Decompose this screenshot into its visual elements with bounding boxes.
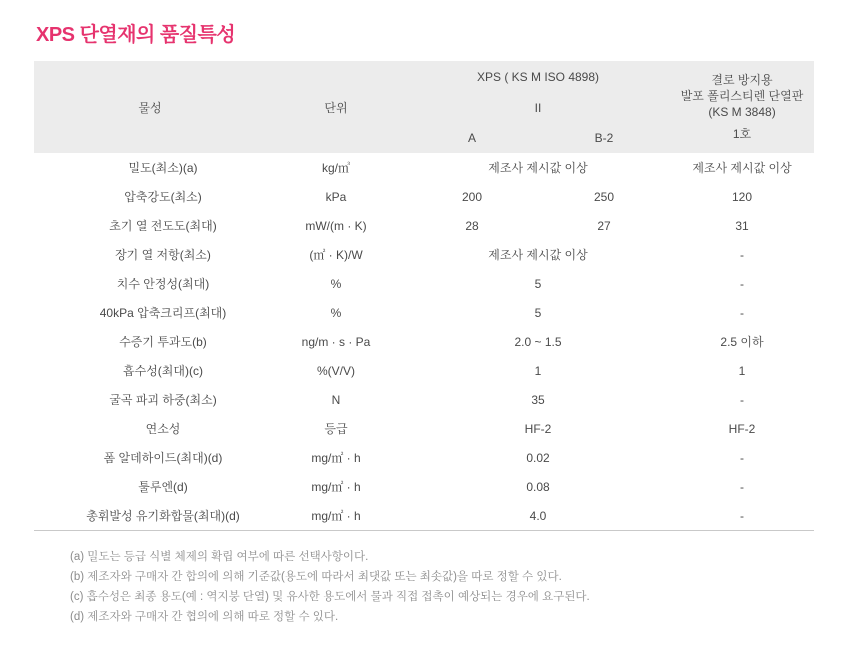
cell-value-eps: HF-2 [728, 421, 756, 436]
cell-unit: % [330, 305, 342, 320]
cell-value-xps: 35 [531, 392, 545, 407]
cell-value-xps: 1 [534, 363, 542, 378]
cell-value-eps: - [740, 392, 745, 407]
cell-value-xps: 2.0 ~ 1.5 [514, 334, 562, 349]
cell-value-eps: - [740, 247, 745, 262]
header-group-xps: XPS ( KS M ISO 4898) [406, 61, 670, 93]
header-col-b2: B-2 [538, 123, 670, 153]
cell-property: 굴곡 파괴 하중(최소) [109, 393, 217, 407]
cell-value-xps: 제조사 제시값 이상 [488, 161, 588, 175]
cell-value-eps: - [740, 479, 745, 494]
header-group-eps [670, 61, 814, 153]
cell-unit: kg/㎥ [321, 161, 350, 175]
cell-value-eps: - [740, 276, 745, 291]
cell-value-eps: 120 [732, 189, 753, 204]
cell-property: 툴루엔(d) [138, 480, 188, 494]
cell-value-eps: - [670, 501, 814, 531]
cell-value-eps: 제조사 제시값 이상 [692, 161, 792, 175]
cell-value-eps: 1 [738, 363, 746, 378]
cell-value-eps: - [740, 450, 745, 465]
cell-unit: N [331, 392, 341, 407]
table-row [34, 385, 814, 414]
cell-value-xps: HF-2 [524, 421, 552, 436]
header-group-xps-sub: II [406, 93, 670, 123]
footnote-item: (c) 흡수성은 최종 용도(예 : 역지붕 단열) 및 유사한 용도에서 물과 직접 접촉이 예상되는 경우에 요구된다. [70, 591, 590, 604]
cell-unit: ng/m · s · Pa [301, 334, 371, 349]
table-body [34, 153, 814, 531]
cell-property: 40kPa 압축크리프(최대) [99, 306, 227, 320]
table-row [34, 269, 814, 298]
cell-value-eps: 2.5 이하 [720, 335, 764, 349]
cell-unit: 등급 [324, 422, 348, 436]
table-row [34, 211, 814, 240]
cell-value-b2: 250 [593, 189, 615, 204]
cell-unit: kPa [325, 189, 347, 204]
footnote-item: (a) 밀도는 등급 식별 체제의 확립 여부에 따른 선택사항이다. [70, 551, 369, 563]
cell-property: 총휘발성 유기화합물(최대)(d) [34, 501, 266, 531]
cell-value-xps: 0.02 [526, 450, 550, 465]
spec-table [34, 61, 814, 531]
cell-property: 흡수성(최대)(c) [123, 364, 203, 378]
table-header [34, 61, 814, 153]
cell-property: 초기 열 전도도(최대) [109, 219, 217, 233]
cell-unit: (㎡ · K)/W [309, 248, 363, 262]
cell-property: 연소성 [145, 422, 181, 436]
table-row [34, 182, 814, 211]
cell-value-xps: 제조사 제시값 이상 [488, 248, 588, 262]
cell-unit: % [330, 276, 342, 291]
footnote-item: (b) 제조자와 구매자 간 합의에 의해 기준값(용도에 따라서 최댓값 또는 최솟값)을 따로 정할 수 있다. [70, 571, 562, 584]
header-group-eps-line3: (KS M 3848) [708, 105, 776, 119]
cell-value-b2: 27 [597, 218, 611, 233]
cell-value-xps: 5 [534, 305, 542, 320]
cell-unit: mW/(m · K) [305, 218, 367, 233]
table-row [34, 501, 814, 531]
cell-property: 치수 안정성(최대) [116, 277, 210, 291]
footnote-item: (d) 제조자와 구매자 간 협의에 의해 따로 정할 수 있다. [70, 611, 339, 624]
cell-value-eps: - [740, 305, 745, 320]
cell-value-eps: 31 [735, 218, 749, 233]
footnotes [70, 547, 815, 628]
header-group-eps-line1: 결로 방지용 [711, 72, 773, 87]
table-row [34, 414, 814, 443]
cell-property: 밀도(최소)(a) [128, 161, 198, 175]
cell-unit: mg/㎡ · h [266, 501, 406, 531]
cell-property: 장기 열 저항(최소) [115, 248, 211, 262]
header-col-a: A [406, 123, 538, 153]
cell-unit: mg/㎡ · h [311, 451, 361, 465]
table-row [34, 240, 814, 269]
table-row [34, 472, 814, 501]
header-group-eps-line2: 발포 폴리스티렌 단열판 [680, 88, 804, 103]
cell-value-xps: 5 [534, 276, 542, 291]
table-row [34, 153, 814, 182]
cell-property: 수증기 투과도(b) [119, 335, 207, 349]
cell-value-xps: 0.08 [526, 479, 550, 494]
header-property: 물성 [34, 61, 266, 153]
page-title: XPS 단열재의 품질특성 [36, 24, 236, 46]
table-row [34, 298, 814, 327]
table-row [34, 327, 814, 356]
table-row [34, 443, 814, 472]
cell-unit: %(V/V) [316, 363, 355, 378]
cell-value-a: 200 [461, 189, 483, 204]
cell-value-a: 28 [465, 218, 479, 233]
cell-unit: mg/㎡ · h [311, 480, 361, 494]
header-group-eps-grade: 1호 [732, 127, 752, 142]
table-row [34, 356, 814, 385]
header-unit: 단위 [266, 61, 406, 153]
cell-property: 압축강도(최소) [124, 190, 202, 204]
cell-property: 폼 알데하이드(최대)(d) [103, 451, 223, 465]
cell-value-xps: 4.0 [406, 501, 670, 531]
